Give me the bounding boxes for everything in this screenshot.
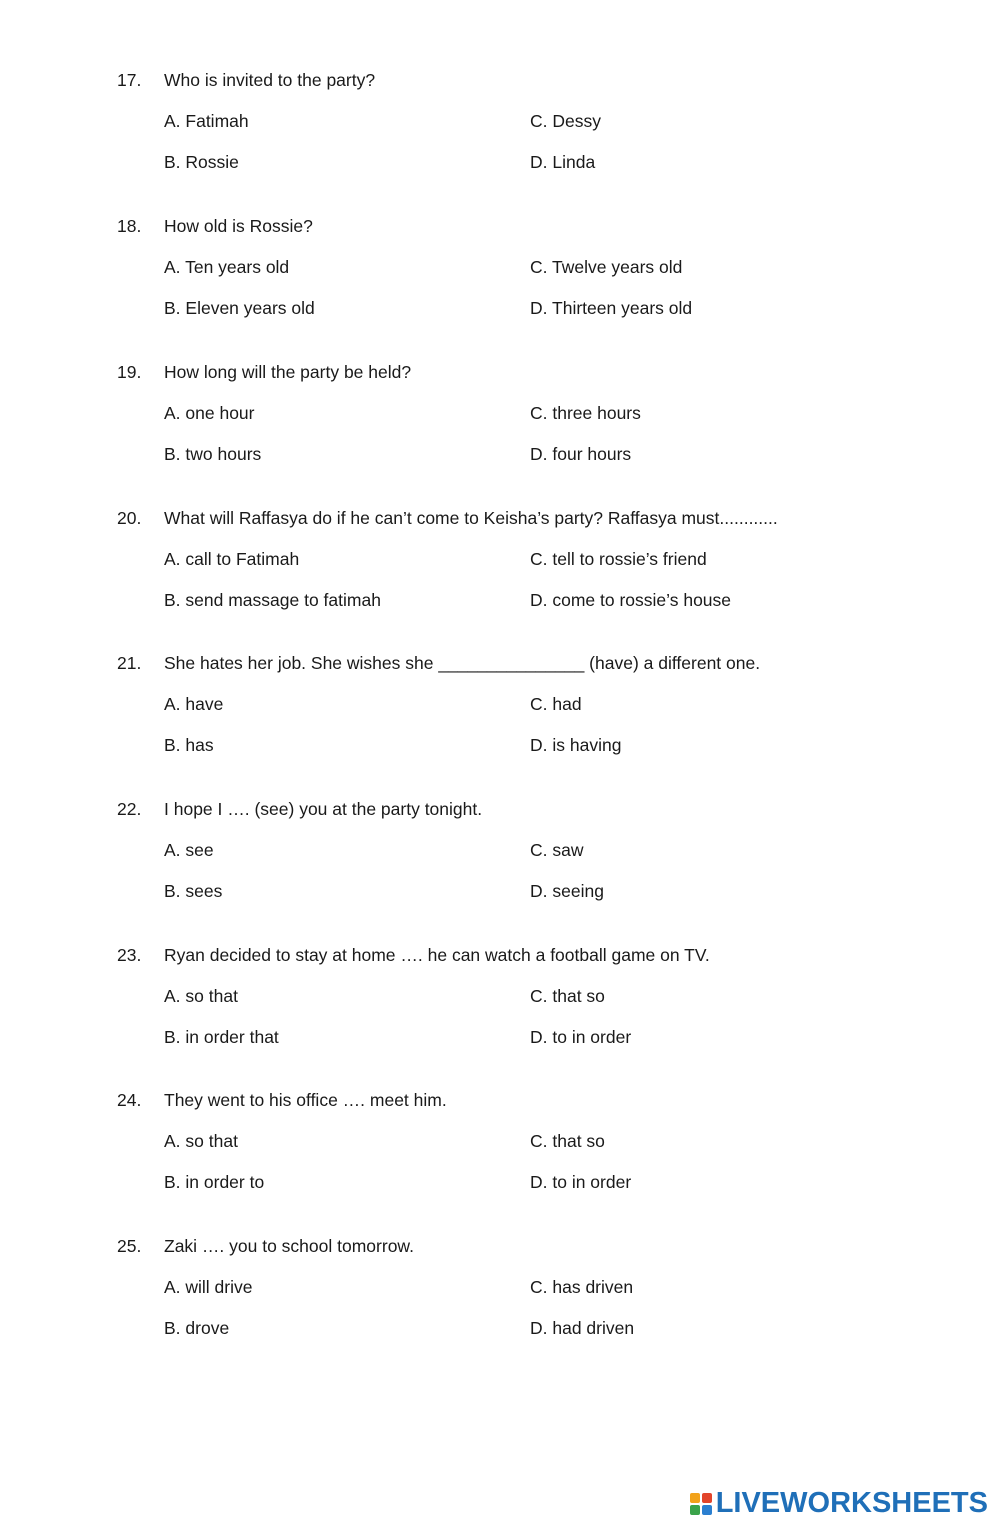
question-number: 23. bbox=[117, 945, 142, 965]
option-b[interactable]: B. send massage to fatimah bbox=[164, 590, 381, 610]
question-text: She hates her job. She wishes she _______________ (have) a different one. bbox=[164, 653, 761, 673]
option-a[interactable]: A. Ten years old bbox=[164, 257, 290, 277]
liveworksheets-logo bbox=[690, 1487, 988, 1520]
option-d[interactable]: D. had driven bbox=[530, 1318, 635, 1338]
option-b[interactable]: B. in order to bbox=[164, 1172, 265, 1192]
question-number: 19. bbox=[117, 362, 142, 382]
option-d[interactable]: D. to in order bbox=[530, 1027, 632, 1047]
question-number: 24. bbox=[117, 1090, 142, 1110]
option-c[interactable]: C. three hours bbox=[530, 403, 641, 423]
question-text: Zaki …. you to school tomorrow. bbox=[164, 1236, 414, 1256]
option-a[interactable]: A. so that bbox=[164, 1131, 238, 1151]
option-c[interactable]: C. that so bbox=[530, 1131, 605, 1151]
question-text: They went to his office …. meet him. bbox=[164, 1090, 447, 1110]
question-number: 21. bbox=[117, 653, 142, 673]
option-b[interactable]: B. Rossie bbox=[164, 152, 239, 172]
option-b[interactable]: B. Eleven years old bbox=[164, 298, 315, 318]
option-a[interactable]: A. have bbox=[164, 694, 224, 714]
question-number: 18. bbox=[117, 216, 142, 236]
option-a[interactable]: A. so that bbox=[164, 986, 238, 1006]
question-text: Ryan decided to stay at home …. he can watch a football game on TV. bbox=[164, 945, 710, 965]
question-number: 17. bbox=[117, 70, 142, 90]
question-number: 20. bbox=[117, 508, 142, 528]
question-text: How long will the party be held? bbox=[164, 362, 412, 382]
option-c[interactable]: C. that so bbox=[530, 986, 605, 1006]
logo-text: LIVEWORKSHEETS bbox=[715, 1487, 988, 1519]
question-text: How old is Rossie? bbox=[164, 216, 313, 236]
option-a[interactable]: A. will drive bbox=[164, 1277, 253, 1297]
option-a[interactable]: A. Fatimah bbox=[164, 111, 249, 131]
option-c[interactable]: C. tell to rossie’s friend bbox=[530, 549, 707, 569]
option-d[interactable]: D. seeing bbox=[530, 881, 604, 901]
option-c[interactable]: C. has driven bbox=[530, 1277, 634, 1297]
option-b[interactable]: B. sees bbox=[164, 881, 223, 901]
option-d[interactable]: D. four hours bbox=[530, 444, 632, 464]
option-c[interactable]: C. Twelve years old bbox=[530, 257, 683, 277]
option-b[interactable]: B. drove bbox=[164, 1318, 230, 1338]
question-text: What will Raffasya do if he can’t come to Keisha’s party? Raffasya must............ bbox=[164, 508, 778, 528]
option-d[interactable]: D. come to rossie’s house bbox=[530, 590, 732, 610]
question-number: 25. bbox=[117, 1236, 142, 1256]
option-a[interactable]: A. see bbox=[164, 840, 214, 860]
option-c[interactable]: C. had bbox=[530, 694, 582, 714]
option-b[interactable]: B. in order that bbox=[164, 1027, 279, 1047]
question-text: Who is invited to the party? bbox=[164, 70, 376, 90]
option-c[interactable]: C. Dessy bbox=[530, 111, 601, 131]
option-a[interactable]: A. one hour bbox=[164, 403, 255, 423]
liveworksheets-logo-icon bbox=[690, 1493, 712, 1515]
question-text: I hope I …. (see) you at the party tonight. bbox=[164, 799, 483, 819]
question-number: 22. bbox=[117, 799, 142, 819]
option-b[interactable]: B. has bbox=[164, 735, 214, 755]
option-b[interactable]: B. two hours bbox=[164, 444, 262, 464]
option-c[interactable]: C. saw bbox=[530, 840, 584, 860]
option-d[interactable]: D. is having bbox=[530, 735, 622, 755]
option-d[interactable]: D. Thirteen years old bbox=[530, 298, 693, 318]
option-a[interactable]: A. call to Fatimah bbox=[164, 549, 300, 569]
option-d[interactable]: D. to in order bbox=[530, 1172, 632, 1192]
option-d[interactable]: D. Linda bbox=[530, 152, 596, 172]
